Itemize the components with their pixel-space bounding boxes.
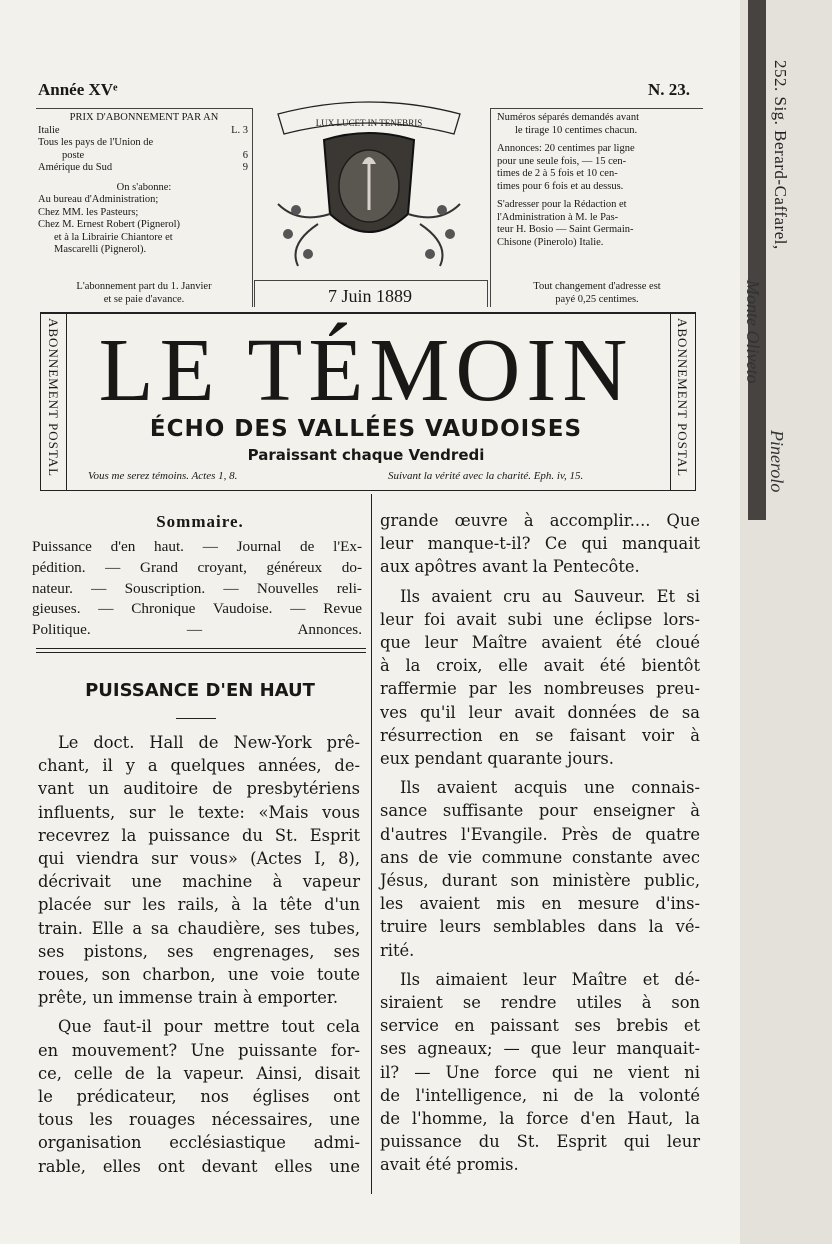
column-divider [371,494,372,1194]
article-line: il? — Une force qui ne vient ni [380,1062,700,1082]
abonne-line: Chez MM. les Pasteurs; [38,206,139,218]
title-left-rule [40,312,41,490]
sommaire-text [32,537,362,641]
article-line: Ils avaient acquis une connais- [400,778,700,798]
article-line: roues, son charbon, une voie toute [38,965,360,985]
info-lines [491,109,703,249]
heading-dash [176,718,216,719]
annee-label: Année XVᵉ [38,80,118,99]
sommaire-line: gieuses. — Chronique Vaudoise. — Revue [32,600,362,618]
article-line: décrivait une machine à vapeur [38,872,360,892]
article-line: qui viendra sur vous» (Actes I, 8), [38,849,360,869]
sommaire-line: Puissance d'en haut. — Journal de l'Ex- [32,538,362,555]
title-top-rule [40,312,696,314]
price-label: poste [62,149,85,161]
subscription-footer [36,281,252,306]
price-label: Amérique du Sud [38,162,113,173]
article-line: d'autres l'Evangile. Près de quatre [380,824,700,844]
info-footer-line: Tout changement d'adresse est [533,281,661,292]
abonne-line: Chez M. Ernest Robert (Pignerol) [38,219,181,230]
spine-address: 252. Sig. Berard-Caffarel, [771,60,790,250]
info-line: Annonces: 20 centimes par ligne [497,143,635,154]
price-row [36,150,252,163]
article-line: service en paissant ses brebis et [380,1016,700,1036]
article-line: siraient se rendre utiles à son [380,993,700,1013]
abonne-heading: On s'abonne: [116,181,172,193]
side-label-right: ABONNEMENT POSTAL [675,318,690,478]
handwriting-note-1: Monte Oliveto [743,280,763,384]
article-line: rable, elles ont devant elles une [38,1156,360,1176]
info-line: Numéros séparés demandés avant [497,112,639,123]
info-line: pour une seule fois, — 15 cen- [497,155,627,167]
abonne-lines [36,194,252,257]
article-line: Ils avaient cru au Sauveur. Et si [400,586,700,606]
article-line: truire leurs semblables dans la vé- [380,917,700,937]
newspaper-subtitle: ÉCHO DES VALLÉES VAUDOISES [149,416,583,442]
price-value: 6 [242,149,248,161]
article-line: recevrez la puissance du St. Esprit [38,825,360,845]
binding-strip [740,0,832,1244]
emblem-motto: LUX LUCET IN TENEBRIS [315,118,423,128]
price-heading: PRIX D'ABONNEMENT PAR AN [69,112,219,123]
info-line: times pour 6 fois et au dessus. [497,180,624,192]
article-line: organisation ecclésiastique admi- [38,1133,360,1153]
sommaire-rule-2 [36,652,366,653]
subscription-price-box [36,108,253,307]
article-line: train. Elle a sa chaudière, ses tubes, [38,918,360,938]
coat-of-arms-emblem [258,94,480,280]
article-line: sance suffisante pour enseigner à [380,801,700,821]
abonne-line: Au bureau d'Administration; [38,194,159,205]
article-line: Jésus, durant son ministère public, [380,871,700,891]
article-heading: PUISSANCE D'EN HAUT [85,680,315,701]
issue-number: N. 23. [648,80,691,99]
sommaire-line: pédition. — Grand croyant, généreux do- [32,558,362,576]
article-line: à la croix, elle avait été bientôt [380,656,700,676]
info-line: l'Administration à M. le Pas- [497,211,619,223]
info-footer-line: payé 0,25 centimes. [555,293,639,305]
newspaper-title: LE TÉMOIN [98,321,634,420]
article-line: les avaient mis en mesure d'ins- [380,894,700,914]
info-line: times de 2 à 5 fois et 10 cen- [497,168,618,179]
article-line: leur foi avait subi une éclipse lors- [380,609,700,629]
article-line: ves qu'il leur avait données de sa [380,702,700,722]
price-row [36,125,252,138]
sommaire-line: Politique. — Annonces. [32,621,362,639]
article-line: ses agneaux; — que leur manquait- [380,1039,700,1059]
issue-date: 7 Juin 1889 [327,286,412,306]
article-column-right [380,509,700,1177]
price-rows [36,125,252,175]
article-line: de l'intelligence, ni de la volonté [380,1085,700,1105]
price-row [36,162,252,175]
article-line: leur manque-t-il? Ce qui manquait [380,534,700,554]
article-line: le prédicateur, nos églises ont [38,1087,360,1107]
article-line: puissance du St. Esprit qui leur [380,1132,700,1152]
article-line: ce, celle de la vapeur. Ainsi, disait [38,1063,360,1083]
article-line: de l'homme, la force d'en Haut, la [380,1109,700,1129]
subscription-footer-line: L'abonnement part du 1. Janvier [76,281,212,292]
title-bottom-rule [40,490,696,491]
sommaire-line: nateur. — Souscription. — Nouvelles reli- [32,579,362,597]
sommaire-heading: Sommaire. [156,512,244,531]
article-line: placée sur les rails, à la tête d'un [38,895,360,915]
info-line: teur H. Bosio — Saint Germain- [497,224,634,235]
abonne-line: et à la Librairie Chiantore et [54,231,173,243]
price-value: 9 [242,162,248,173]
article-line: prête, un immense train à emporter. [38,988,339,1008]
article-line: tous les rouages nécessaires, une [38,1110,360,1130]
info-box [490,108,703,307]
motto-right: Suivant la vérité avec la charité. Eph. iv, 15. [388,470,584,482]
article-line: Que faut-il pour mettre tout cela [58,1017,360,1037]
article-line: grande œuvre à accomplir.... Que [380,511,700,530]
subscription-footer-line: et se paie d'avance. [103,293,185,305]
handwriting-note-2: Pinerolo [767,430,787,493]
abonne-line: Mascarelli (Pignerol). [54,244,147,255]
sommaire-rule-1 [36,648,366,649]
price-label: Italie [38,124,60,136]
article-line: en mouvement? Une puissante for- [38,1040,360,1060]
article-line: ses pistons, ses engrenages, ses [38,941,360,961]
side-label-left: ABONNEMENT POSTAL [46,318,61,478]
info-line: S'adresser pour la Rédaction et [497,199,627,210]
info-line: Chisone (Pinerolo) Italie. [497,236,604,248]
article-line: raffermie par les nombreuses preu- [380,679,700,699]
title-right-rule [670,312,671,490]
article-line: aux apôtres avant la Pentecôte. [380,557,640,577]
article-line: rité. [380,940,415,960]
info-line: le tirage 10 centimes chacun. [515,124,638,136]
title-left-rule-2 [66,312,67,490]
frequency: Paraissant chaque Vendredi [247,446,485,464]
title-right-rule-2 [695,312,696,490]
article-line: avait été promis. [380,1155,519,1175]
article-column-left [38,731,360,1178]
article-line: eux pendant quarante jours. [380,749,614,769]
article-line: vant un auditoire de presbytériens [38,779,360,799]
price-row [36,137,252,150]
price-value: L. 3 [231,124,248,136]
article-line: Le doct. Hall de New-York prê- [58,733,360,752]
article-line: que leur Maître avaient été cloué [380,633,700,653]
info-footer [491,281,703,306]
article-line: chant, il y a quelques années, de- [38,756,360,776]
article-line: influents, sur le texte: «Mais vous [38,802,360,822]
motto-left: Vous me serez témoins. Actes 1, 8. [88,470,238,482]
spine-mark [748,0,766,520]
article-line: Ils aimaient leur Maître et dé- [400,969,700,989]
price-label: Tous les pays de l'Union de [38,137,154,148]
article-line: ans de vie commune constante avec [380,847,700,867]
article-line: résurrection en se faisant voir à [380,725,700,745]
